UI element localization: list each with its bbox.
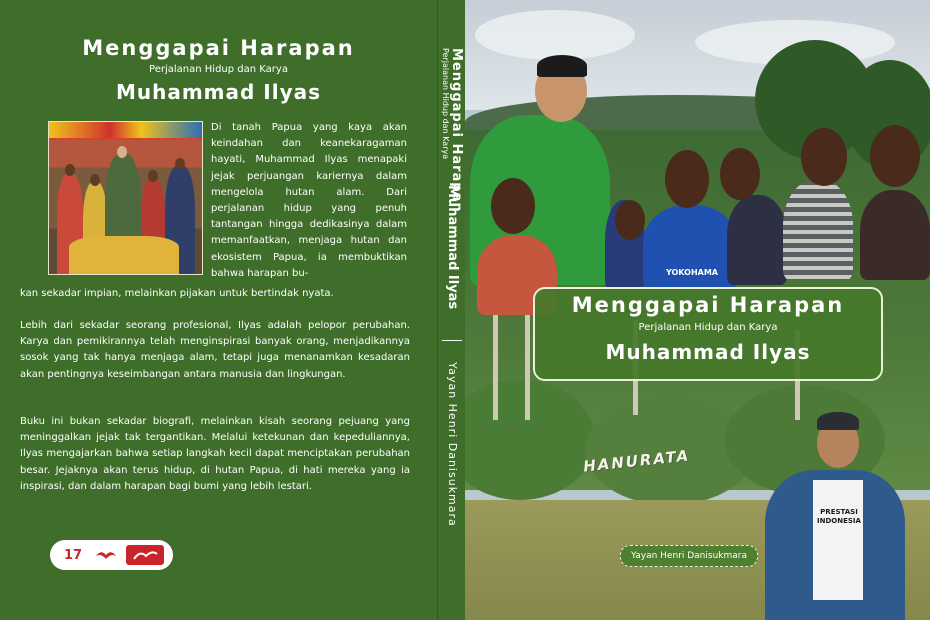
spine-writer-name: Yayan Henri Danisukmara (446, 362, 459, 527)
front-subject-name: Muhammad Ilyas (605, 340, 811, 364)
cloud (475, 10, 635, 60)
photo-person-head (65, 164, 75, 176)
publisher-logo-icon (126, 545, 164, 565)
writer-tshirt-text: PRESTASI INDONESIA (817, 508, 861, 525)
anniversary-logo-icon: 17 (63, 547, 83, 563)
jersey-text: YOKOHAMA (666, 268, 718, 277)
spine-subtitle: Perjalanan Hidup dan Karya (441, 48, 450, 160)
spine-divider (442, 340, 462, 341)
writer-cap (817, 412, 859, 430)
child-head (491, 178, 535, 234)
tree-trunk (525, 310, 530, 420)
spine-subject-name: Muhammad Ilyas (445, 185, 460, 310)
child-head (801, 128, 847, 186)
back-subject-name: Muhammad Ilyas (115, 80, 322, 104)
child-striped-shirt (783, 180, 853, 280)
synopsis-paragraph-3: Buku ini bukan sekadar biografi, melainkan kisah seorang pejuang yang meninggalkan jejak tak tergantikan. Melalui ketekunan dan kepeduliannya, Ilyas mengajarkan bahwa setiap langkah kecil dapat menciptakan perubahan besar. Jejaknya akan terus hidup, di hutan Papua, di hati mereka yang ia inspirasi, dan dalam harapan bagi bumi yang lebih lestari. (20, 416, 410, 492)
spine-title: Menggapai Harapan (449, 48, 464, 213)
child-head (720, 148, 760, 200)
back-title: Menggapai Harapan (82, 36, 355, 60)
publisher-logos (50, 540, 173, 570)
front-title-panel (533, 287, 883, 381)
tree-trunk (493, 300, 498, 420)
ceremony-photo (48, 121, 203, 275)
bird-logo-icon (94, 545, 118, 565)
photo-front-row (69, 236, 179, 274)
child-head (665, 150, 709, 208)
child-head (870, 125, 920, 187)
child-head (615, 200, 645, 240)
photo-person-head (148, 170, 158, 182)
back-subtitle: Perjalanan Hidup dan Karya (149, 64, 288, 75)
book-spine (437, 0, 466, 620)
photo-person-head (90, 174, 100, 186)
writer-tshirt (813, 480, 863, 600)
back-cover (0, 0, 437, 620)
writer-name-badge: Yayan Henri Danisukmara (620, 545, 758, 567)
hanurata-sign: HANURATA (582, 446, 691, 476)
front-cover (465, 0, 930, 620)
child (860, 190, 930, 280)
front-subtitle: Perjalanan Hidup dan Karya (638, 322, 778, 333)
man-cap (537, 55, 587, 77)
synopsis-paragraph-2: Lebih dari sekadar seorang profesional, Ilyas adalah pelopor perubahan. Karya dan pemikirannya telah menginspirasi banyak orang, menjadikannya sosok yang tak hanya menjaga alam, tetapi juga menanamkan kesadaran akan pentingnya keseimbangan antara manusia dan lingkungan. (20, 320, 410, 380)
photo-person-head (117, 146, 127, 158)
front-title: Menggapai Harapan (571, 293, 845, 317)
photo-person-head (175, 158, 185, 170)
spine-text (438, 0, 466, 620)
child (727, 195, 787, 285)
synopsis-paragraph-1-continued: kan sekadar impian, melainkan pijakan untuk bertindak nyata. (20, 288, 334, 299)
synopsis-paragraph-1: Di tanah Papua yang kaya akan keindahan dan keanekaragaman hayati, Muhammad Ilyas menapaki jejak perjuangan kariernya dalam mengelola hutan alam. Dari perjalanan hidup yang penuh tantangan hingga dedikasinya dalam memanfaatkan, menjaga hutan dan ekosistem Papua, ia membuktikan bahwa harapan bu- (211, 122, 407, 279)
photo-decoration (49, 122, 202, 138)
child-blue-jersey (643, 205, 738, 290)
